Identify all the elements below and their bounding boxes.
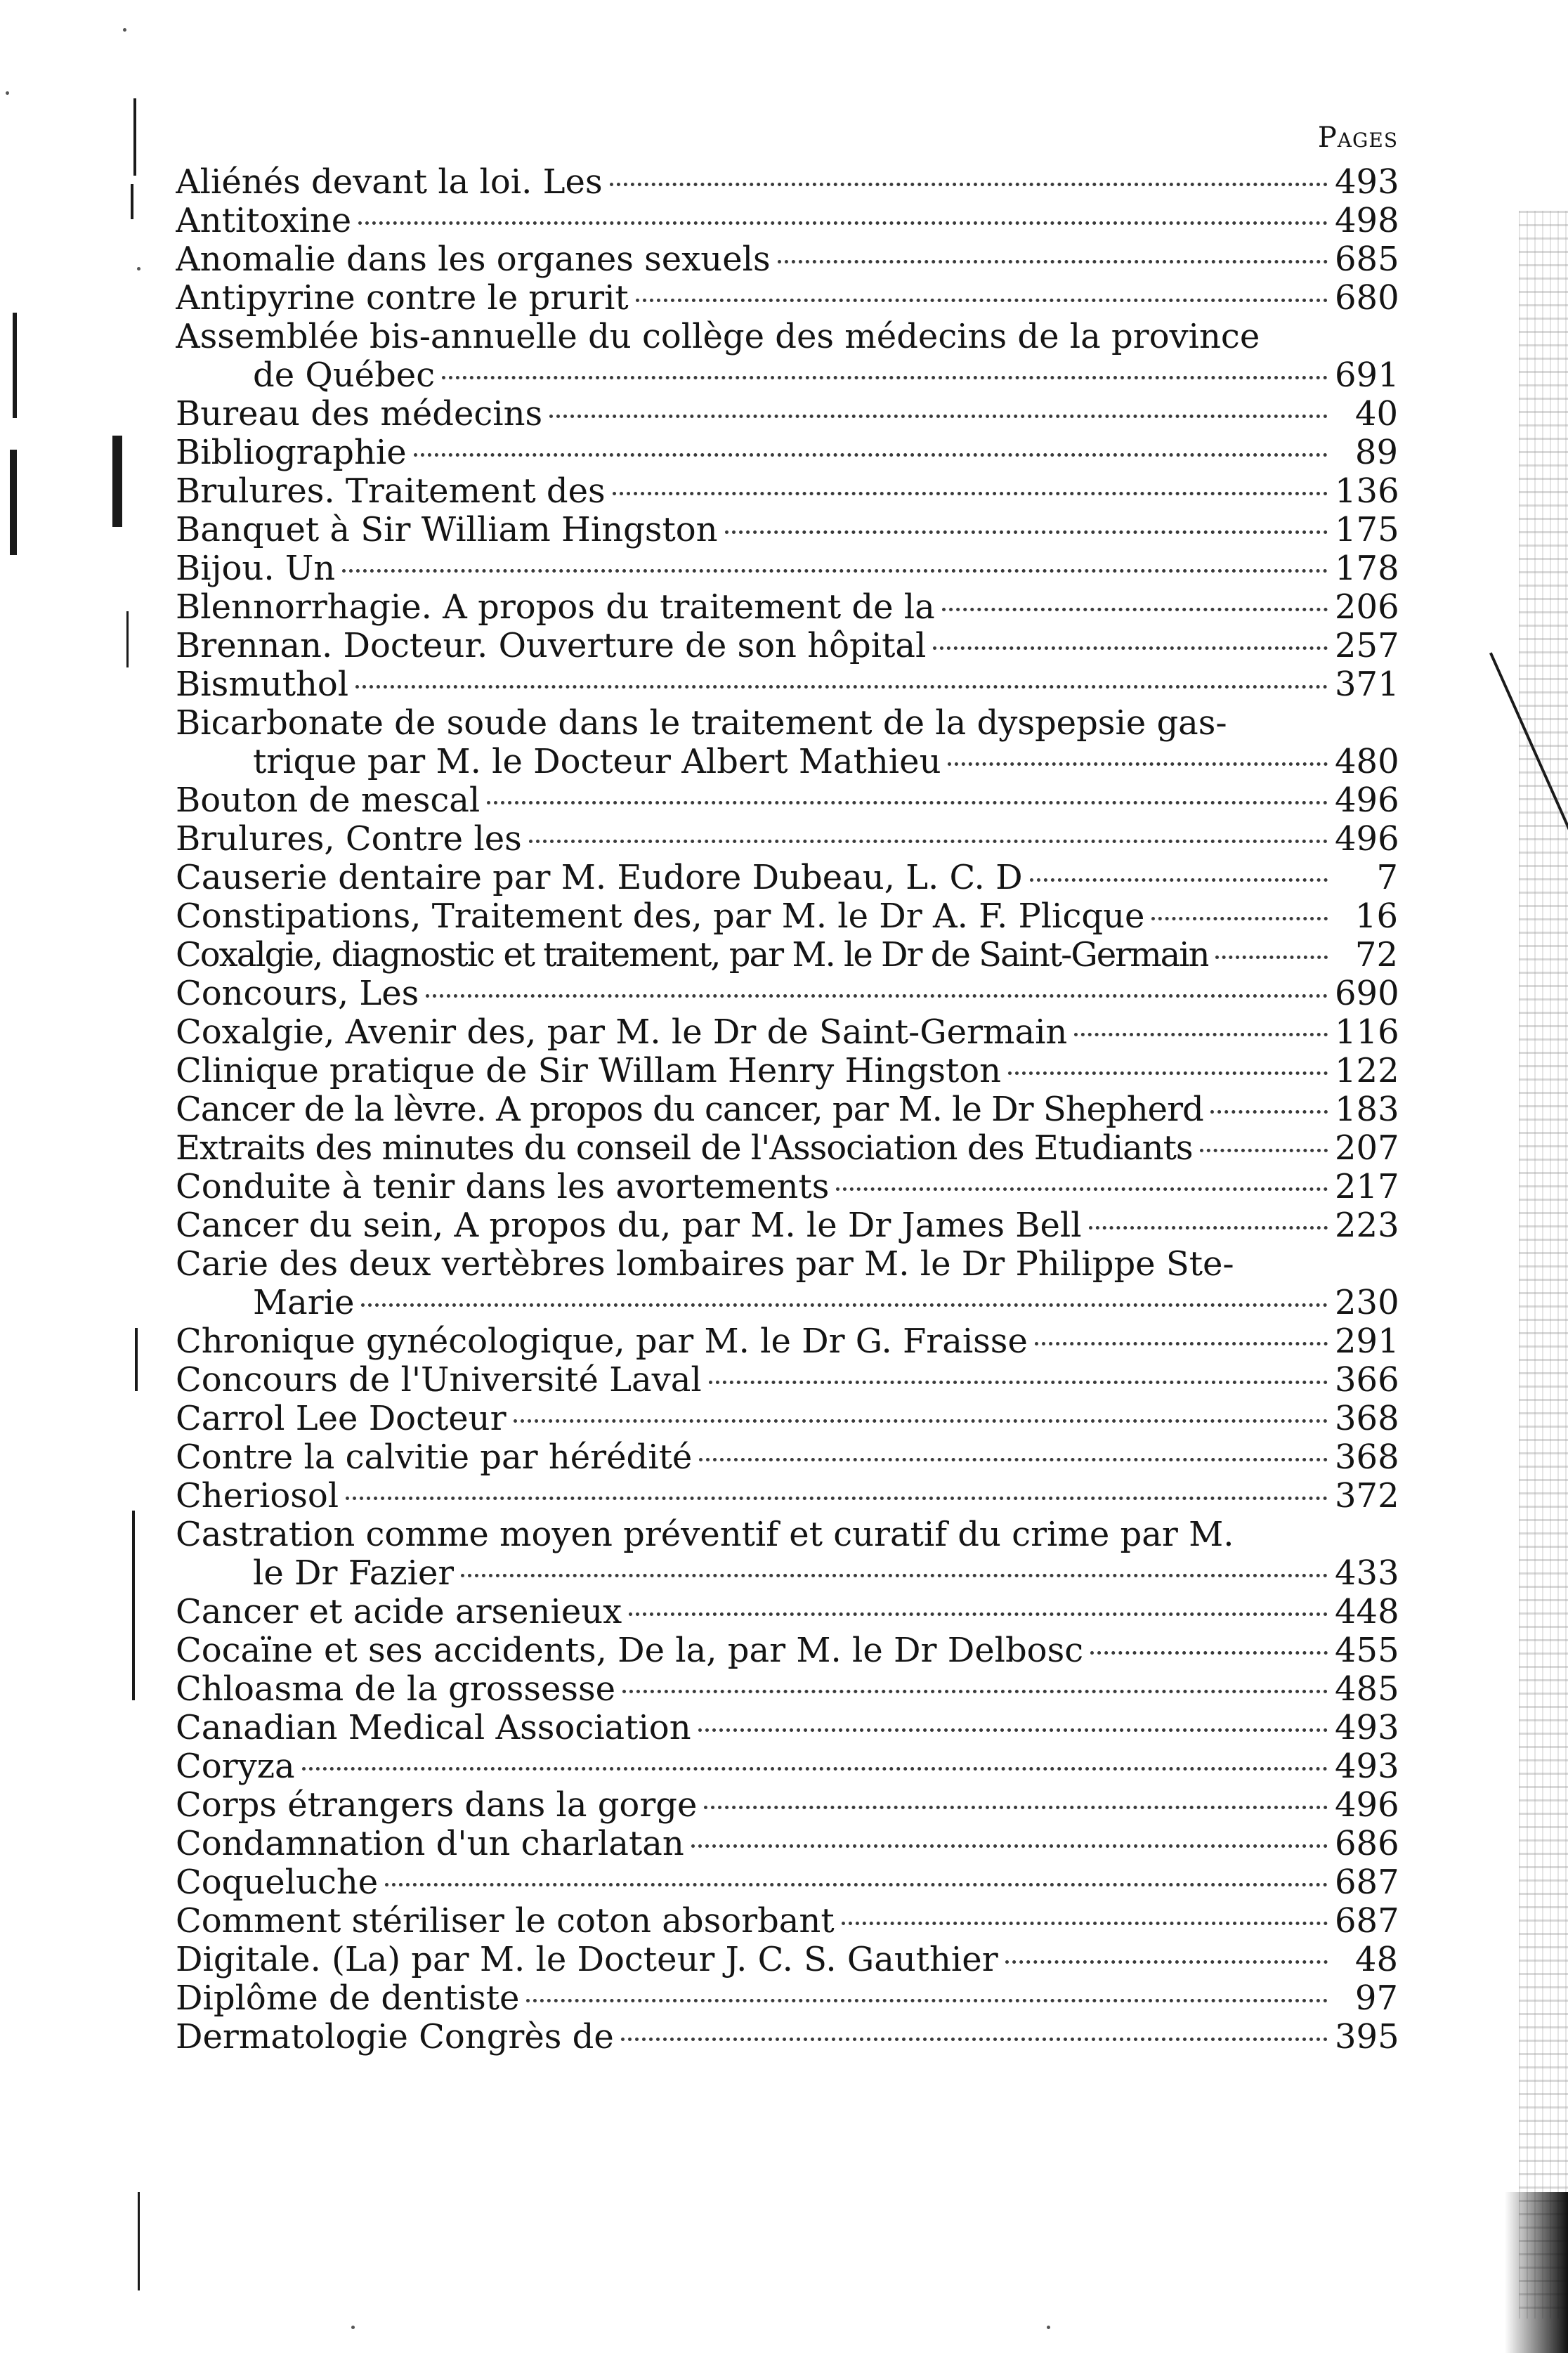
index-entry — [176, 1322, 1398, 1361]
dot-leader — [529, 840, 1328, 843]
entry-title: Bismuthol — [176, 665, 349, 704]
dot-leader — [933, 646, 1328, 650]
entry-title: Bijou. Un — [176, 549, 336, 588]
entry-page: 368 — [1335, 1399, 1399, 1438]
dot-leader — [302, 1767, 1328, 1771]
dot-leader — [1215, 956, 1328, 959]
entry-page: 183 — [1335, 1090, 1399, 1129]
entry-title: Condamnation d'un charlatan — [176, 1825, 684, 1863]
index-entry-continuation — [176, 356, 1398, 395]
entry-page: 366 — [1335, 1360, 1399, 1400]
entry-title: Concours, Les — [176, 975, 419, 1013]
index-entry — [176, 1631, 1398, 1670]
dot-leader — [725, 530, 1328, 534]
dot-leader — [342, 569, 1328, 573]
index-entry — [176, 1786, 1398, 1825]
entry-page: 496 — [1335, 1785, 1399, 1825]
entry-title: Bibliographie — [176, 434, 407, 472]
entry-page: 480 — [1335, 742, 1399, 781]
index-entry-continuation — [176, 1554, 1398, 1593]
entry-page: 291 — [1335, 1322, 1399, 1361]
margin-pencil-mark — [13, 313, 17, 418]
entry-title: Coxalgie, diagnostic et traitement, par M. le Dr de Saint-Germain — [176, 936, 1209, 975]
entry-title: Cancer de la lèvre. A propos du cancer, par M. le Dr Shepherd — [176, 1090, 1203, 1129]
entry-page: 7 — [1376, 858, 1398, 897]
entry-page: 493 — [1335, 1708, 1399, 1747]
dot-leader — [526, 1999, 1328, 2002]
index-entry — [176, 1168, 1398, 1206]
dot-leader — [704, 1806, 1328, 1809]
dot-leader — [1090, 1651, 1328, 1655]
entry-page: 496 — [1335, 819, 1399, 859]
entry-title: Blennorrhagie. A propos du traitement de la — [176, 588, 935, 627]
index-entry — [176, 820, 1398, 859]
dot-leader — [942, 608, 1328, 611]
scan-speck — [351, 2326, 355, 2329]
dot-leader — [778, 260, 1328, 263]
page-corner-shadow — [1505, 2192, 1568, 2353]
dot-leader — [691, 1844, 1328, 1848]
dot-leader — [709, 1381, 1328, 1384]
entry-title: de Québec — [253, 356, 436, 395]
dot-leader — [355, 685, 1328, 689]
entry-title: trique par M. le Docteur Albert Mathieu — [253, 743, 941, 781]
index-entry — [176, 897, 1398, 936]
entry-page: 691 — [1335, 356, 1399, 395]
entry-page: 368 — [1335, 1438, 1399, 1477]
entry-page: 493 — [1335, 162, 1399, 202]
index-entry — [176, 240, 1398, 279]
entry-page: 230 — [1335, 1283, 1399, 1322]
dot-leader — [346, 1497, 1328, 1500]
dot-leader — [698, 1728, 1328, 1732]
dot-leader — [1035, 1342, 1328, 1345]
entry-page: 217 — [1335, 1167, 1399, 1206]
dot-leader — [1089, 1226, 1328, 1230]
index-entry — [176, 1863, 1398, 1902]
entry-title: Constipations, Traitement des, par M. le Dr A. F. Plicque — [176, 897, 1145, 936]
index-entry — [176, 975, 1398, 1013]
margin-pencil-mark — [131, 184, 133, 219]
entry-page: 498 — [1335, 201, 1399, 240]
dot-leader — [613, 492, 1328, 495]
scan-speck — [6, 91, 9, 95]
index-entry — [176, 511, 1398, 549]
entry-title: Extraits des minutes du conseil de l'Association des Etudiants — [176, 1129, 1193, 1168]
entry-title: Carie des deux vertèbres lombaires par M. le Dr Philippe Ste- — [176, 1245, 1234, 1284]
entry-page: 680 — [1335, 278, 1399, 318]
index-entry — [176, 1825, 1398, 1863]
dot-leader — [1200, 1149, 1328, 1152]
entry-page: 687 — [1335, 1901, 1399, 1941]
index-entry-continuation — [176, 743, 1398, 781]
margin-pencil-mark — [133, 98, 136, 176]
entry-page: 136 — [1335, 471, 1399, 511]
index-entry — [176, 1090, 1398, 1129]
index-entry — [176, 781, 1398, 820]
dot-leader — [636, 299, 1328, 302]
entry-page: 687 — [1335, 1863, 1399, 1902]
entry-title: Castration comme moyen préventif et curatif du crime par M. — [176, 1516, 1234, 1554]
index-entry — [176, 627, 1398, 665]
index-entry — [176, 1941, 1398, 1979]
entry-title: Digitale. (La) par M. le Docteur J. C. S. Gauthier — [176, 1941, 998, 1979]
entry-title: Clinique pratique de Sir Willam Henry Hingston — [176, 1052, 1002, 1090]
entry-title: Brulures, Contre les — [176, 820, 522, 859]
dot-leader — [948, 762, 1328, 766]
index-entry — [176, 1400, 1398, 1438]
entry-title: Corps étrangers dans la gorge — [176, 1786, 698, 1825]
dot-leader — [549, 415, 1328, 418]
entry-title: Bouton de mescal — [176, 781, 481, 820]
dot-leader — [361, 1303, 1328, 1307]
entry-page: 686 — [1335, 1824, 1399, 1863]
entry-page: 493 — [1335, 1747, 1399, 1786]
entry-title: Contre la calvitie par hérédité — [176, 1438, 693, 1477]
dot-leader — [385, 1883, 1328, 1886]
entry-title: Bureau des médecins — [176, 395, 543, 434]
entry-page: 433 — [1335, 1553, 1399, 1593]
entry-page: 175 — [1335, 510, 1399, 549]
index-entry — [176, 1979, 1398, 2018]
pages-column-header: Pages — [1317, 122, 1398, 154]
entry-page: 178 — [1335, 549, 1399, 588]
entry-title: Concours de l'Université Laval — [176, 1361, 702, 1400]
entry-page: 72 — [1354, 935, 1398, 975]
index-entry — [176, 1206, 1398, 1245]
margin-pencil-mark — [126, 611, 129, 667]
margin-pencil-mark — [10, 450, 17, 555]
scan-speck — [1047, 2326, 1050, 2329]
entry-page: 372 — [1335, 1476, 1399, 1516]
dot-leader — [414, 453, 1328, 457]
entry-title: le Dr Fazier — [253, 1554, 455, 1593]
index-entry — [176, 1361, 1398, 1400]
entry-title: Bicarbonate de soude dans le traitement de la dyspepsie gas- — [176, 704, 1227, 743]
entry-title: Coryza — [176, 1747, 295, 1786]
index-entry — [176, 2018, 1398, 2057]
entry-page: 485 — [1335, 1669, 1399, 1709]
dot-leader — [487, 801, 1328, 804]
scan-speck — [123, 28, 126, 32]
entry-page: 116 — [1335, 1012, 1399, 1052]
index-entry — [176, 1013, 1398, 1052]
dot-leader — [442, 376, 1328, 379]
dot-leader — [836, 1187, 1328, 1191]
index-entry — [176, 163, 1398, 202]
entry-page: 40 — [1354, 394, 1398, 434]
dot-leader — [842, 1922, 1328, 1925]
index-entry — [176, 1245, 1398, 1284]
index-entry — [176, 318, 1398, 356]
index-entry — [176, 1516, 1398, 1554]
index-entry — [176, 434, 1398, 472]
entry-page: 395 — [1335, 2017, 1399, 2057]
index-entry — [176, 1129, 1398, 1168]
entry-page: 223 — [1335, 1206, 1399, 1245]
entry-title: Chronique gynécologique, par M. le Dr G. Fraisse — [176, 1322, 1028, 1361]
index-entry — [176, 1593, 1398, 1631]
margin-pencil-mark — [135, 1328, 138, 1391]
entry-page: 122 — [1335, 1051, 1399, 1090]
entry-page: 48 — [1354, 1940, 1398, 1979]
entry-page: 207 — [1335, 1128, 1399, 1168]
entry-page: 89 — [1354, 433, 1398, 472]
entry-title: Dermatologie Congrès de — [176, 2018, 614, 2057]
entry-title: Brennan. Docteur. Ouverture de son hôpital — [176, 627, 927, 665]
entry-page: 16 — [1354, 897, 1398, 936]
entry-title: Cancer du sein, A propos du, par M. le Dr James Bell — [176, 1206, 1082, 1245]
dot-leader — [1005, 1960, 1328, 1964]
index-entry — [176, 549, 1398, 588]
entry-page: 206 — [1335, 587, 1399, 627]
entry-title: Causerie dentaire par M. Eudore Dubeau, L. C. D — [176, 859, 1023, 897]
entry-title: Carrol Lee Docteur — [176, 1400, 507, 1438]
index-entry — [176, 1477, 1398, 1516]
dot-leader — [699, 1458, 1328, 1461]
entry-title: Conduite à tenir dans les avortements — [176, 1168, 830, 1206]
index-entry — [176, 704, 1398, 743]
entry-title: Comment stériliser le coton absorbant — [176, 1902, 835, 1941]
dot-leader — [1074, 1033, 1328, 1036]
index-entry — [176, 1052, 1398, 1090]
dot-leader — [1151, 917, 1328, 920]
margin-pencil-mark — [112, 436, 122, 527]
entry-title: Anomalie dans les organes sexuels — [176, 240, 771, 279]
entry-page: 257 — [1335, 626, 1399, 665]
entry-title: Cheriosol — [176, 1477, 339, 1516]
entry-title: Assemblée bis-annuelle du collège des médecins de la province — [176, 318, 1260, 356]
index-list — [176, 163, 1398, 2057]
entry-title: Diplôme de dentiste — [176, 1979, 520, 2018]
index-entry — [176, 588, 1398, 627]
dot-leader — [629, 1612, 1328, 1616]
index-entry — [176, 1670, 1398, 1709]
entry-title: Cancer et acide arsenieux — [176, 1593, 622, 1631]
entry-title: Antipyrine contre le prurit — [176, 279, 629, 318]
dot-leader — [621, 2038, 1328, 2041]
entry-page: 685 — [1335, 240, 1399, 279]
entry-title: Coxalgie, Avenir des, par M. le Dr de Saint-Germain — [176, 1013, 1068, 1052]
page-edge-shadow — [1519, 211, 1568, 2319]
dot-leader — [358, 221, 1328, 225]
index-entry-continuation — [176, 1284, 1398, 1322]
entry-title: Canadian Medical Association — [176, 1709, 691, 1747]
entry-title: Brulures. Traitement des — [176, 472, 606, 511]
entry-page: 690 — [1335, 974, 1399, 1013]
entry-title: Aliénés devant la loi. Les — [176, 163, 603, 202]
entry-title: Antitoxine — [176, 202, 352, 240]
index-entry — [176, 1438, 1398, 1477]
margin-pencil-mark — [138, 2192, 140, 2290]
dot-leader — [622, 1690, 1328, 1693]
dot-leader — [461, 1574, 1328, 1577]
entry-page: 448 — [1335, 1592, 1399, 1631]
index-entry — [176, 395, 1398, 434]
entry-title: Marie — [253, 1284, 355, 1322]
entry-page: 455 — [1335, 1631, 1399, 1670]
index-entry — [176, 1747, 1398, 1786]
entry-page: 97 — [1354, 1979, 1398, 2018]
index-entry — [176, 1709, 1398, 1747]
dot-leader — [1210, 1110, 1328, 1114]
index-entry — [176, 665, 1398, 704]
dot-leader — [610, 183, 1328, 186]
entry-title: Chloasma de la grossesse — [176, 1670, 616, 1709]
dot-leader — [514, 1419, 1328, 1423]
entry-page: 371 — [1335, 665, 1399, 704]
margin-pencil-mark — [132, 1511, 135, 1700]
entry-title: Banquet à Sir William Hingston — [176, 511, 718, 549]
index-entry — [176, 1902, 1398, 1941]
index-entry — [176, 859, 1398, 897]
index-entry — [176, 936, 1398, 975]
dot-leader — [1030, 878, 1328, 882]
entry-page: 496 — [1335, 781, 1399, 820]
scan-speck — [137, 267, 141, 271]
dot-leader — [1008, 1071, 1328, 1075]
entry-title: Cocaïne et ses accidents, De la, par M. le Dr Delbosc — [176, 1631, 1084, 1670]
entry-title: Coqueluche — [176, 1863, 379, 1902]
index-entry — [176, 202, 1398, 240]
index-entry — [176, 472, 1398, 511]
index-entry — [176, 279, 1398, 318]
dot-leader — [426, 994, 1328, 998]
